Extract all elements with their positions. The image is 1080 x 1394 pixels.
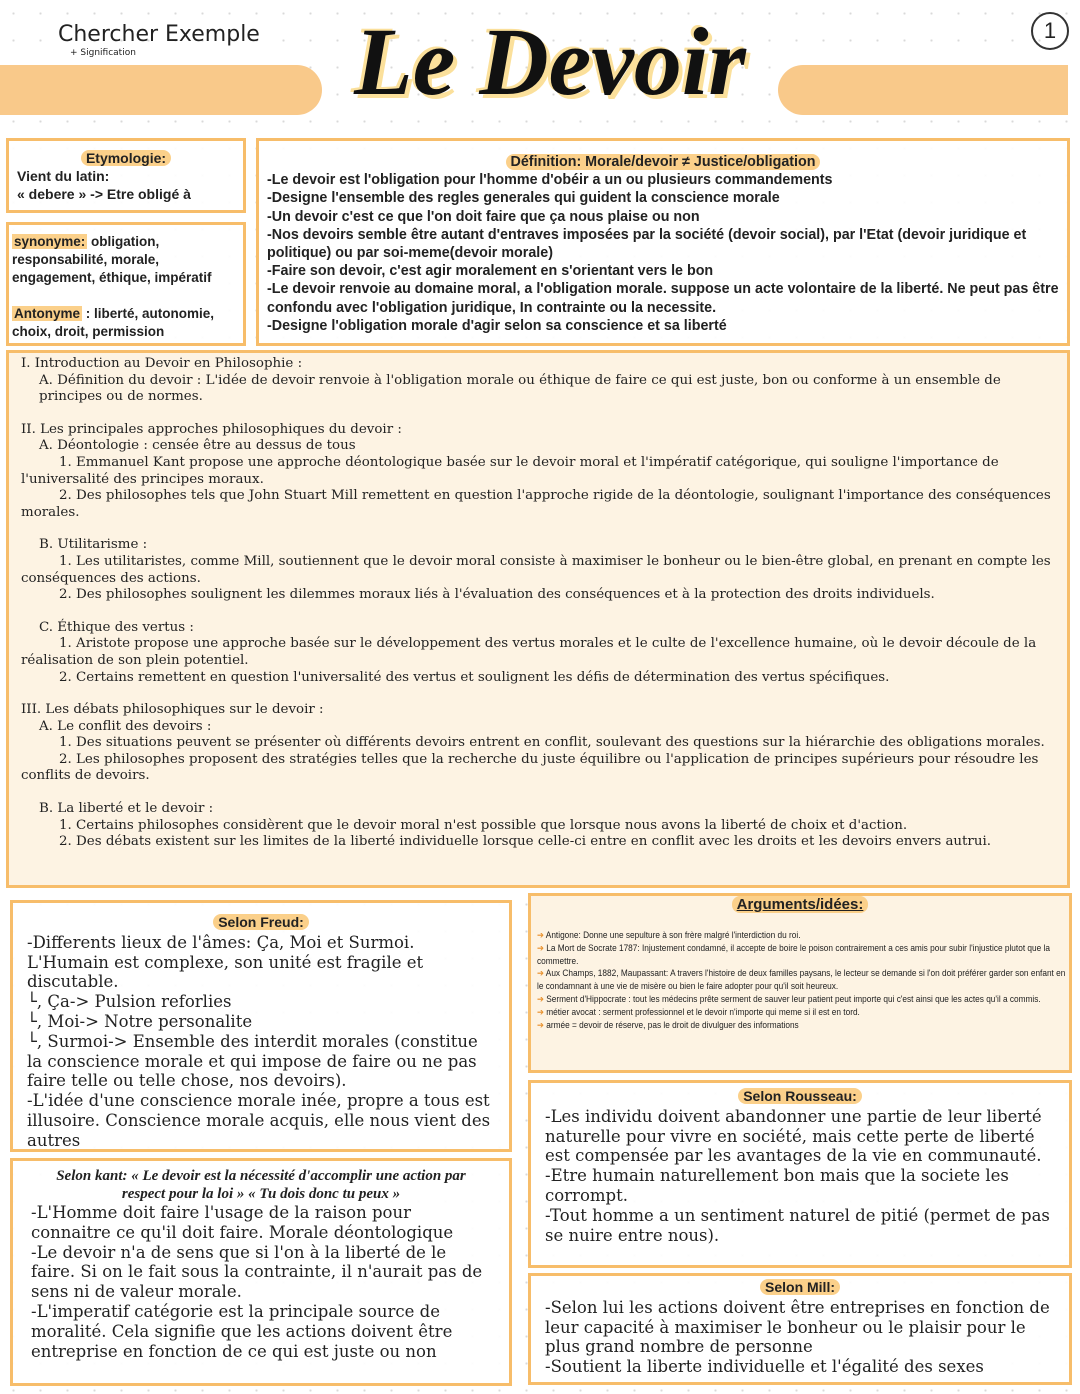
definition-line: -Nos devoirs semble être autant d'entraves imposées par la société (devoir social), par l'Etat (devoir juridique et politique) ou par soi-meme(devoir morale) bbox=[267, 226, 1027, 262]
mill-label: Selon Mill: bbox=[760, 1279, 840, 1295]
kant-line: -L'Homme doit faire l'usage de la raison pour connaitre ce qu'il doit faire. Morale déontologique bbox=[31, 1203, 454, 1242]
argument-text: armée = devoir de réserve, pas le droit de divulguer des informations bbox=[546, 1019, 799, 1030]
outline-heading: III. Les débats philosophiques sur le devoir : bbox=[21, 702, 324, 718]
spacer bbox=[21, 604, 1055, 620]
spacer bbox=[21, 406, 1055, 422]
freud-line: -Differents lieux de l'âmes: Ça, Moi et Surmoi. bbox=[27, 932, 415, 952]
freud-line: └, Surmoi-> Ensemble des interdit morales (constitue la conscience morale et qui impose de faire ou ne pas faire telle ou telle chose, nos devoirs). bbox=[27, 1031, 478, 1091]
argument-text: Serment d'Hippocrate : tout les médecins prête serment de sauver leur patient peut importe qui c'est ainsi que les actes qu'il a commis. bbox=[546, 993, 1041, 1004]
synonym-box bbox=[6, 222, 246, 346]
outline-point: 2. Les philosophes proposent des stratégies telles que la recherche du juste équilibre ou l'application de principes supérieurs pour résoudre les conflits de devoirs. bbox=[21, 751, 1039, 784]
arrow-icon: ➔ bbox=[537, 1006, 544, 1017]
freud-line: └, Ça-> Pulsion reforlies bbox=[27, 992, 232, 1012]
definition-line: -Le devoir renvoie au domaine moral, a l'obligation morale. suppose un acte volontaire de la liberté. Ne peut pas être confondu avec l'obligation juridique, In contrainte ou la necessite. bbox=[267, 281, 1059, 316]
argument-text: Aux Champs, 1882, Maupassant: A travers l'histoire de deux familles paysans, le lecteur se demande si l'on doit préférer garder son enfant en le condamnant à une vie de misère ou bien le faire adopter pour qu'il soit heureux. bbox=[537, 968, 1066, 992]
argument-item bbox=[537, 929, 1071, 942]
definition-line: -Designe l'obligation morale d'agir selon sa conscience et sa liberté bbox=[267, 317, 727, 334]
outline-point: 1. Des situations peuvent se présenter où différents devoirs entrent en conflit, soulevant des questions sur la hiérarchie des obligations morales. bbox=[59, 735, 1045, 751]
freud-box bbox=[10, 900, 512, 1152]
outline-subheading: A. Définition du devoir : L'idée de devoir renvoie à l'obligation morale ou éthique de faire ce qui est juste, bon ou conforme à un ensemble de principes ou de normes. bbox=[39, 372, 1001, 405]
arrow-icon: ➔ bbox=[537, 993, 544, 1004]
definition-label: Définition: Morale/devoir ≠ Justice/obligation bbox=[506, 154, 821, 170]
outline-box bbox=[6, 350, 1070, 888]
definition-line: -Un devoir c'est ce que l'on doit faire que ça nous plaise ou non bbox=[267, 208, 700, 225]
spacer bbox=[21, 521, 1055, 537]
handwritten-note: Chercher Exemple bbox=[58, 22, 260, 47]
freud-line: L'Humain est complexe, son unité est fragile et discutable. bbox=[27, 952, 424, 992]
rousseau-line: -Tout homme a un sentiment naturel de pitié (permet de pas se nuire entre nous). bbox=[545, 1205, 1050, 1245]
synonym-text: obligation, responsabilité, morale, engagement, éthique, impératif bbox=[12, 234, 212, 285]
outline-subheading: B. La liberté et le devoir : bbox=[39, 801, 214, 817]
outline-point: 2. Des philosophes soulignent les dilemmes moraux liés à l'évaluation des conséquences et à la protection des droits individuels. bbox=[59, 587, 935, 603]
rousseau-label: Selon Rousseau: bbox=[738, 1088, 862, 1104]
etymology-label: Etymologie: bbox=[81, 150, 171, 166]
antonym-label: Antonyme bbox=[14, 306, 81, 321]
rousseau-box bbox=[528, 1080, 1072, 1268]
outline-subheading: C. Éthique des vertus : bbox=[39, 619, 194, 635]
outline-point: 2. Des philosophes tels que John Stuart Mill remettent en question l'approche rigide de la déontologie, soulignant l'importance des conséquences morales. bbox=[21, 488, 1051, 520]
definition-line: -Le devoir est l'obligation pour l'homme d'obéir a un ou plusieurs commandements bbox=[267, 172, 833, 189]
outline-subheading: A. Le conflit des devoirs : bbox=[39, 718, 212, 734]
outline-heading: II. Les principales approches philosophiques du devoir : bbox=[21, 421, 402, 437]
definition-line: -Designe l'ensemble des regles generales qui guident la conscience morale bbox=[267, 190, 780, 207]
kant-line: -L'imperatif catégorie est la principale source de moralité. Cela signifie que les actions doivent être entreprise en fonction de ce qui est juste ou non bbox=[31, 1301, 453, 1361]
outline-heading: I. Introduction au Devoir en Philosophie : bbox=[21, 356, 303, 371]
argument-item bbox=[537, 942, 1071, 968]
kant-label: Selon kant: « Le devoir est la nécessité d'accomplir une action par respect pour la loi » « Tu dois donc tu peux » bbox=[56, 1168, 466, 1202]
argument-item bbox=[537, 993, 1071, 1006]
spacer bbox=[21, 686, 1055, 702]
page-number: 1 bbox=[1031, 12, 1069, 50]
arrow-icon: ➔ bbox=[537, 968, 544, 979]
arguments-label: Arguments/idées: bbox=[732, 896, 869, 913]
header-band-right bbox=[778, 65, 1068, 115]
definition-box bbox=[256, 138, 1070, 346]
outline-point: 2. Certains remettent en question l'universalité des vertus et soulignent les défis de détermination des vertus spécifiques. bbox=[59, 669, 890, 685]
argument-text: La Mort de Socrate 1787: Injustement condamné, il accepte de boire le poison contrairement a ces amis pour subir l'injustice plutot que la commettre. bbox=[537, 942, 1050, 966]
rousseau-line: -Les individu doivent abandonner une partie de leur liberté naturelle pour vivre en société, mais cette perte de liberté est compensée par les avantages de la vie en communauté. bbox=[545, 1106, 1042, 1166]
antonym-text: : liberté, autonomie, choix, droit, permission bbox=[12, 306, 215, 339]
etymology-line: « debere » -> Etre obligé à bbox=[17, 186, 191, 202]
mill-box bbox=[528, 1273, 1072, 1385]
page-title: Le Devoir bbox=[354, 8, 746, 115]
argument-item bbox=[537, 1006, 1071, 1019]
etymology-box bbox=[6, 138, 246, 213]
outline-point: 1. Aristote propose une approche basée sur le développement des vertus morales et le culte de l'excellence humaine, où le devoir découle de la réalisation de son plein potentiel. bbox=[21, 636, 1037, 668]
arrow-icon: ➔ bbox=[537, 930, 544, 940]
synonym-label: synonyme: bbox=[14, 234, 86, 249]
freud-line: └, Moi-> Notre personalite bbox=[27, 1011, 253, 1031]
arguments-box bbox=[528, 893, 1072, 1073]
kant-box bbox=[10, 1158, 512, 1386]
spacer bbox=[21, 785, 1055, 801]
handwritten-subnote: + Signification bbox=[70, 48, 136, 58]
outline-point: 2. Des débats existent sur les limites de la liberté individuelle lorsque celle-ci entre en conflit avec les droits et les devoirs envers autrui. bbox=[59, 834, 991, 850]
header-band-left bbox=[0, 65, 322, 115]
argument-item bbox=[537, 967, 1071, 993]
outline-subheading: A. Déontologie : censée être au dessus de tous bbox=[39, 438, 356, 454]
outline-point: 1. Les utilitaristes, comme Mill, soutiennent que le devoir moral consiste à maximiser le bonheur ou le bien-être global, en prenant en compte les conséquences des actions. bbox=[21, 553, 1051, 586]
etymology-line: Vient du latin: bbox=[17, 168, 110, 184]
freud-label: Selon Freud: bbox=[213, 914, 309, 930]
mill-line: -Selon lui les actions doivent être entreprises en fonction de leur capacité à maximiser le bonheur ou le plaisir pour le plus grand nombre de personne bbox=[545, 1297, 1050, 1357]
argument-text: métier avocat : serment professionnel et le devoir n'importe qui meme si il est en tord. bbox=[546, 1006, 860, 1017]
outline-point: 1. Certains philosophes considèrent que le devoir moral n'est possible que lorsque nous avons la liberté de choix et d'action. bbox=[59, 817, 908, 833]
rousseau-line: -Etre humain naturellement bon mais que la societe les corrompt. bbox=[545, 1166, 1009, 1205]
definition-line: -Faire son devoir, c'est agir moralement en s'orientant vers le bon bbox=[267, 263, 714, 280]
outline-subheading: B. Utilitarisme : bbox=[39, 537, 148, 553]
outline-point: 1. Emmanuel Kant propose une approche déontologique basée sur le devoir moral et l'impératif catégorique, qui souligne l'importance de l'universalité des principes moraux. bbox=[21, 454, 999, 487]
arrow-icon: ➔ bbox=[537, 1019, 544, 1030]
freud-line: -L'idée d'une conscience morale inée, propre a tous est illusoire. Conscience morale acquis, elle nous vient des autres bbox=[27, 1091, 491, 1150]
mill-line: -Soutient la liberte individuelle et l'égalité des sexes bbox=[545, 1357, 984, 1377]
argument-text: Antigone: Donne une sepulture à son frère malgré l'interdiction du roi. bbox=[545, 930, 801, 940]
kant-line: -Le devoir n'a de sens que si l'on à la liberté de le faire. Si on le fait sous la contrainte, il n'aurait pas de sens ni de valeur morale. bbox=[31, 1242, 483, 1302]
arrow-icon: ➔ bbox=[537, 942, 544, 953]
argument-item bbox=[537, 1019, 1071, 1032]
